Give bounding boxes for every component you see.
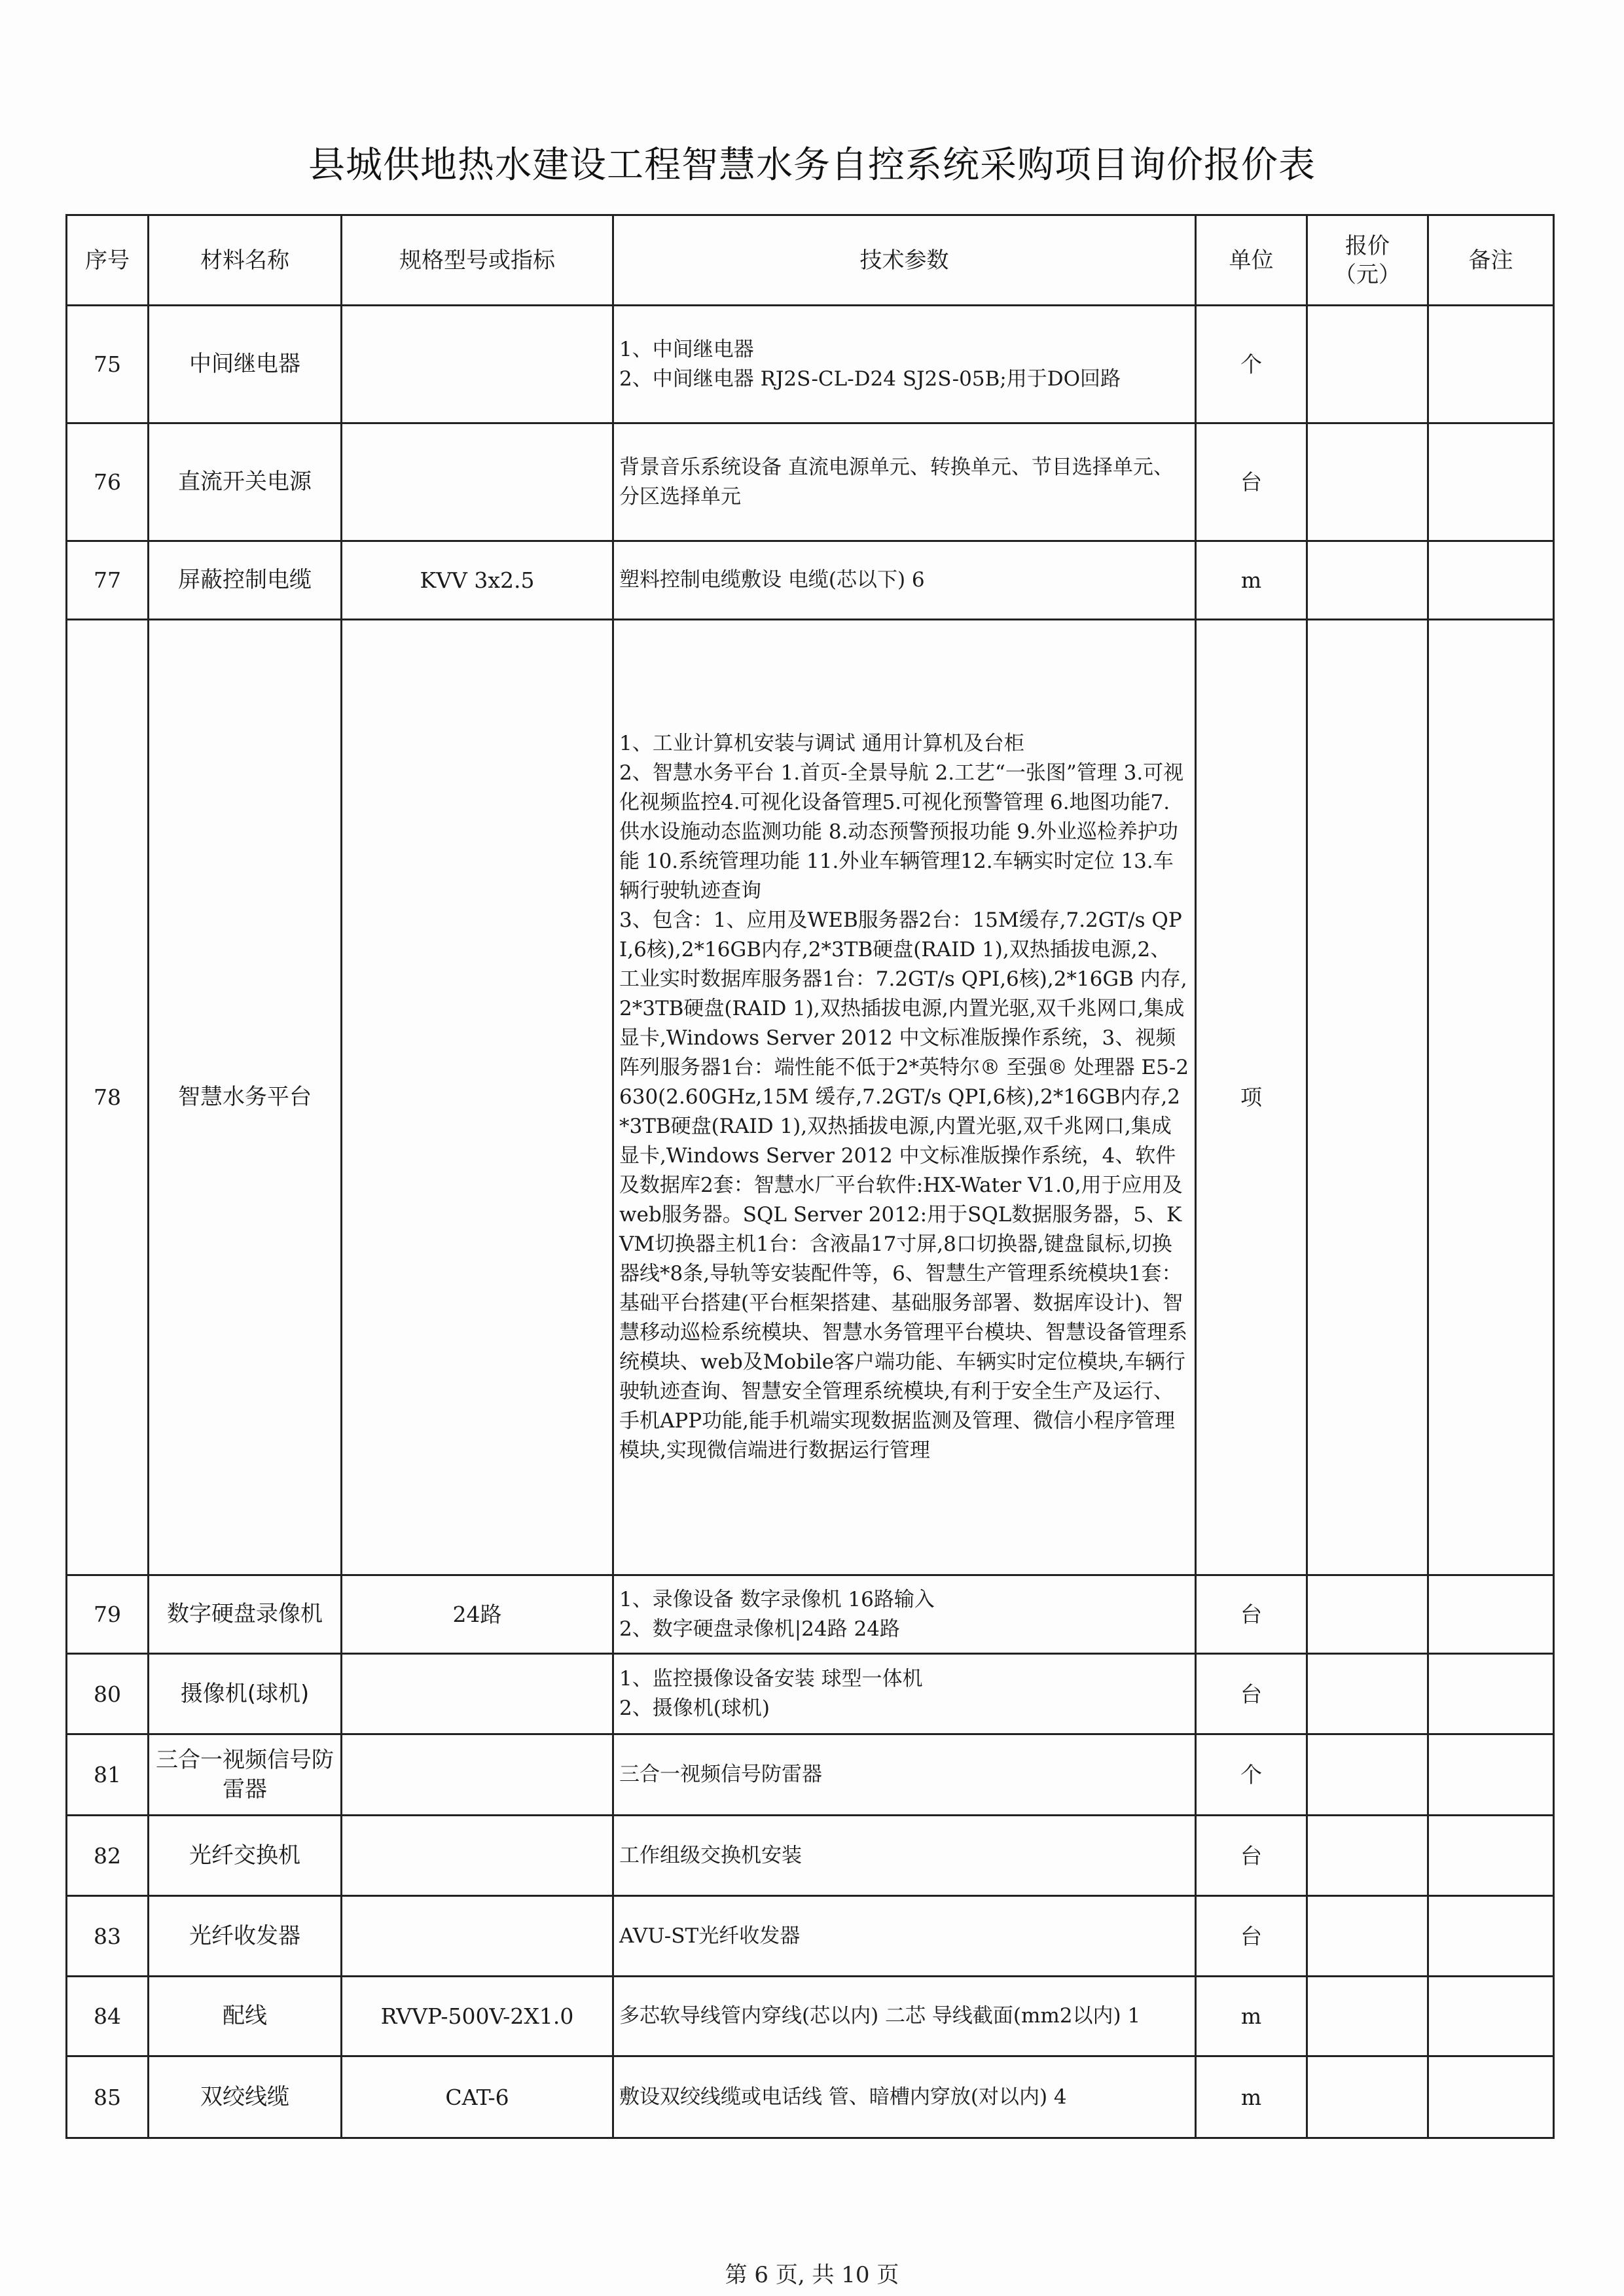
cell-tech [613, 1816, 1196, 1896]
cell-unit: m [1196, 2056, 1307, 2138]
cell-remark-input[interactable] [1428, 306, 1554, 423]
table-row [67, 1654, 1554, 1734]
cell-price-input[interactable] [1307, 423, 1428, 541]
header-spec: 规格型号或指标 [342, 215, 613, 306]
cell-remark-input[interactable] [1428, 1654, 1554, 1734]
table-row [67, 2056, 1554, 2138]
cell-remark-input[interactable] [1428, 2056, 1554, 2138]
cell-material: 中间继电器 [149, 306, 342, 423]
cell-tech [613, 1896, 1196, 1977]
table-row [67, 306, 1554, 423]
cell-price-input[interactable] [1307, 1575, 1428, 1654]
header-remark: 备注 [1428, 215, 1554, 306]
cell-remark-input[interactable] [1428, 1896, 1554, 1977]
cell-spec [342, 1734, 613, 1816]
cell-material: 双绞线缆 [149, 2056, 342, 2138]
cell-unit: 台 [1196, 1654, 1307, 1734]
cell-remark-input[interactable] [1428, 1816, 1554, 1896]
cell-seq: 77 [67, 541, 149, 620]
table-row [67, 1816, 1554, 1896]
cell-material: 直流开关电源 [149, 423, 342, 541]
table-row [67, 423, 1554, 541]
cell-spec: CAT-6 [342, 2056, 613, 2138]
header-material: 材料名称 [149, 215, 342, 306]
tech-line: 2、中间继电器 RJ2S-CL-D24 SJ2S-05B;用于DO回路 [619, 367, 1121, 391]
cell-remark-input[interactable] [1428, 620, 1554, 1575]
tech-line: 2、智慧水务平台 1.首页-全景导航 2.工艺“一张图”管理 3.可视化视频监控4.可视化设备管理5.可视化预警管理 6.地图功能7.供水设施动态监测功能 8.动态预警预报功能 9.外业巡检养护功能 10.系统管理功能 11.外业车辆管理12.车辆实时定位 13.车辆行驶轨迹查询 [619, 761, 1184, 903]
cell-unit: m [1196, 541, 1307, 620]
cell-seq: 83 [67, 1896, 149, 1977]
cell-price-input[interactable] [1307, 306, 1428, 423]
cell-unit: 台 [1196, 423, 1307, 541]
cell-tech [613, 1977, 1196, 2056]
tech-line: 敷设双绞线缆或电话线 管、暗槽内穿放(对以内) 4 [619, 2085, 1067, 2109]
tech-line: 1、工业计算机安装与调试 通用计算机及台柜 [619, 732, 1024, 755]
cell-seq: 82 [67, 1816, 149, 1896]
table-row [67, 620, 1554, 1575]
cell-tech [613, 423, 1196, 541]
cell-material: 数字硬盘录像机 [149, 1575, 342, 1654]
cell-price-input[interactable] [1307, 541, 1428, 620]
table-row [67, 1734, 1554, 1816]
cell-spec [342, 1654, 613, 1734]
cell-spec [342, 1816, 613, 1896]
cell-tech [613, 2056, 1196, 2138]
table-row [67, 1575, 1554, 1654]
cell-unit: 个 [1196, 1734, 1307, 1816]
cell-remark-input[interactable] [1428, 541, 1554, 620]
tech-line: 塑料控制电缆敷设 电缆(芯以下) 6 [619, 568, 925, 592]
cell-material: 光纤收发器 [149, 1896, 342, 1977]
cell-seq: 84 [67, 1977, 149, 2056]
cell-unit: 台 [1196, 1575, 1307, 1654]
cell-seq: 76 [67, 423, 149, 541]
tech-line: 1、监控摄像设备安装 球型一体机 [619, 1667, 923, 1691]
cell-remark-input[interactable] [1428, 1575, 1554, 1654]
cell-material: 屏蔽控制电缆 [149, 541, 342, 620]
cell-price-input[interactable] [1307, 620, 1428, 1575]
tech-line: 3、包含：1、应用及WEB服务器2台：15M缓存,7.2GT/s QPI,6核),2*16GB内存,2*3TB硬盘(RAID 1),双热插拔电源,2、工业实时数据库服务器1台：7.2GT/s QPI,6核),2*16GB 内存,2*3TB硬盘(RAID 1),双热插拔电源,内置光驱,双千兆网口,集成显卡,Windows Server 2012 中文标准版操作系统，3、视频阵列服务器1台：端性能不低于2*英特尔® 至强® 处理器 E5-2630(2.60GHz,15M 缓存,7.2GT/s QPI,6核),2*16GB内存,2*3TB硬盘(RAID 1),双热插拔电源,内置光驱,双千兆网口,集成显卡,Windows Server 2012 中文标准版操作系统，4、软件及数据库2套：智慧水厂平台软件:HX-Water V1.0,用于应用及web服务器。SQL Server 2012:用于SQL数据服务器，5、KVM切换器主机1台：含液晶17寸屏,8口切换器,键盘鼠标,切换器线*8条,导轨等安装配件等，6、智慧生产管理系统模块1套：基础平台搭建(平台框架搭建、基础服务部署、数据库设计)、智慧移动巡检系统模块、智慧水务管理平台模块、智慧设备管理系统模块、web及Mobile客户端功能、车辆实时定位模块,车辆行驶轨迹查询、智慧安全管理系统模块,有利于安全生产及运行、手机APP功能,能手机端实现数据监测及管理、微信小程序管理模块,实现微信端进行数据运行管理 [619, 908, 1189, 1462]
cell-spec [342, 423, 613, 541]
tech-line: 多芯软导线管内穿线(芯以内) 二芯 导线截面(mm2以内) 1 [619, 2004, 1141, 2028]
cell-tech [613, 1654, 1196, 1734]
cell-remark-input[interactable] [1428, 1977, 1554, 2056]
cell-tech [613, 620, 1196, 1575]
cell-price-input[interactable] [1307, 1896, 1428, 1977]
cell-material: 三合一视频信号防雷器 [149, 1734, 342, 1816]
cell-spec: KVV 3x2.5 [342, 541, 613, 620]
cell-material: 配线 [149, 1977, 342, 2056]
cell-price-input[interactable] [1307, 2056, 1428, 2138]
tech-line: 三合一视频信号防雷器 [619, 1763, 822, 1786]
cell-material: 智慧水务平台 [149, 620, 342, 1575]
header-price [1307, 215, 1428, 306]
cell-seq: 80 [67, 1654, 149, 1734]
cell-seq: 85 [67, 2056, 149, 2138]
cell-unit: 台 [1196, 1816, 1307, 1896]
cell-price-input[interactable] [1307, 1734, 1428, 1816]
cell-spec: 24路 [342, 1575, 613, 1654]
table-header-row [67, 215, 1554, 306]
cell-remark-input[interactable] [1428, 423, 1554, 541]
tech-line: 2、摄像机(球机) [619, 1696, 770, 1720]
cell-unit: 项 [1196, 620, 1307, 1575]
header-price-label: 报价 [1345, 232, 1390, 259]
cell-spec: RVVP-500V-2X1.0 [342, 1977, 613, 2056]
cell-unit: 个 [1196, 306, 1307, 423]
table-row [67, 541, 1554, 620]
table-row [67, 1896, 1554, 1977]
table-row [67, 1977, 1554, 2056]
cell-tech [613, 541, 1196, 620]
header-tech: 技术参数 [613, 215, 1196, 306]
tech-line: 1、录像设备 数字录像机 16路输入 [619, 1587, 935, 1611]
cell-spec [342, 1896, 613, 1977]
tech-line: AVU-ST光纤收发器 [619, 1924, 801, 1948]
quote-table [65, 214, 1555, 2139]
document-title: 县城供地热水建设工程智慧水务自控系统采购项目询价报价表 [308, 144, 1316, 187]
header-price-currency: （元） [1334, 261, 1401, 288]
cell-seq: 81 [67, 1734, 149, 1816]
tech-line: 1、中间继电器 [619, 337, 754, 361]
tech-line: 工作组级交换机安装 [619, 1843, 802, 1867]
cell-unit: 台 [1196, 1896, 1307, 1977]
cell-price-input[interactable] [1307, 1654, 1428, 1734]
cell-material: 光纤交换机 [149, 1816, 342, 1896]
cell-tech [613, 1575, 1196, 1654]
cell-tech [613, 306, 1196, 423]
cell-price-input[interactable] [1307, 1977, 1428, 2056]
cell-remark-input[interactable] [1428, 1734, 1554, 1816]
page-number: 第 6 页, 共 10 页 [725, 2262, 899, 2288]
cell-seq: 79 [67, 1575, 149, 1654]
cell-seq: 78 [67, 620, 149, 1575]
cell-material: 摄像机(球机) [149, 1654, 342, 1734]
header-unit: 单位 [1196, 215, 1307, 306]
header-seq: 序号 [67, 215, 149, 306]
cell-price-input[interactable] [1307, 1816, 1428, 1896]
tech-line: 2、数字硬盘录像机|24路 24路 [619, 1617, 900, 1641]
cell-spec [342, 306, 613, 423]
cell-seq: 75 [67, 306, 149, 423]
cell-unit: m [1196, 1977, 1307, 2056]
tech-line: 背景音乐系统设备 直流电源单元、转换单元、节目选择单元、分区选择单元 [619, 455, 1174, 509]
cell-spec [342, 620, 613, 1575]
cell-tech [613, 1734, 1196, 1816]
